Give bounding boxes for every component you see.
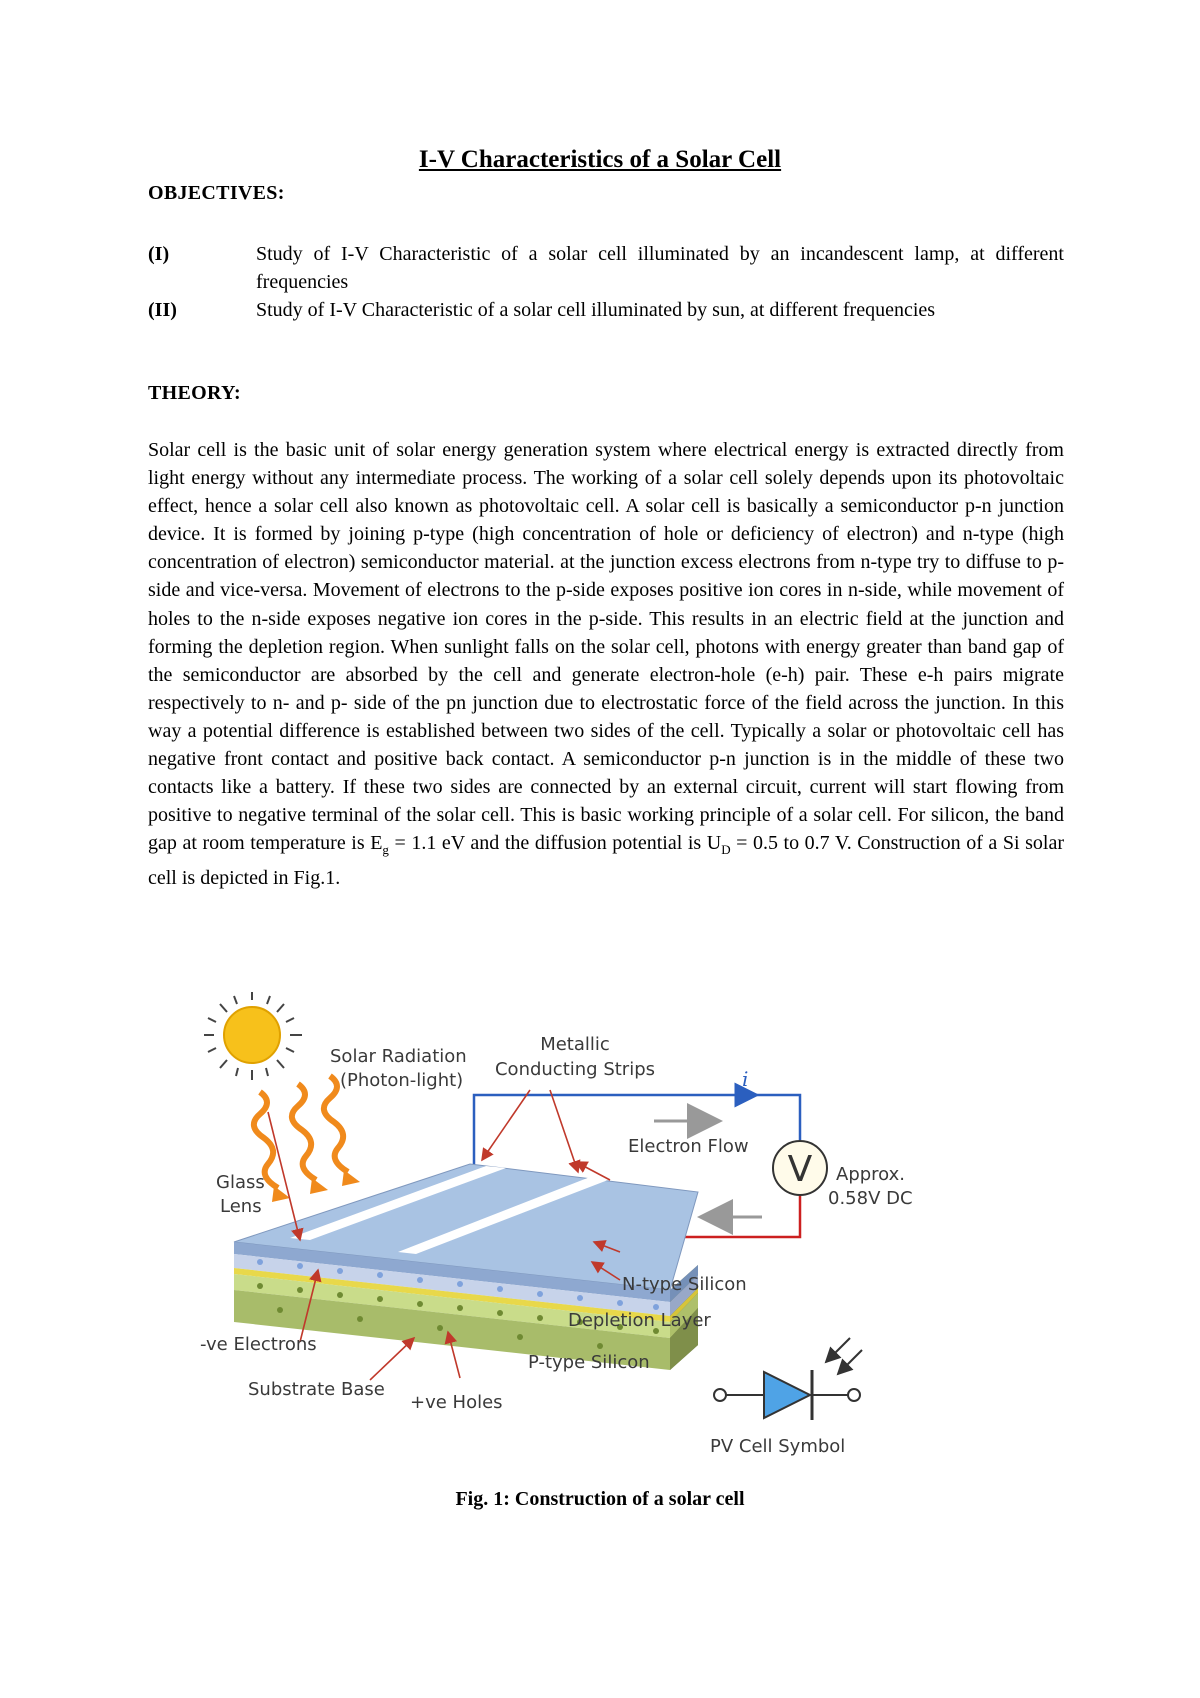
label-pv-symbol: PV Cell Symbol: [710, 1436, 846, 1457]
label-current: i: [742, 1067, 749, 1091]
label-photon-light: (Photon-light): [340, 1070, 464, 1091]
objective-text: Study of I-V Characteristic of a solar cell illuminated by sun, at different frequencies: [256, 299, 936, 321]
label-electron-flow: Electron Flow: [628, 1136, 749, 1157]
sun-icon: [204, 992, 302, 1080]
label-substrate: Substrate Base: [248, 1379, 385, 1400]
document-title: I-V Characteristics of a Solar Cell: [418, 146, 782, 173]
pv-cell-symbol-icon: [714, 1338, 862, 1420]
label-solar-radiation: Solar Radiation: [330, 1046, 467, 1067]
objective-text: Study of I-V Characteristic of a solar cell illuminated by an incandescent lamp, at different frequencies: [256, 243, 1064, 293]
label-depletion: Depletion Layer: [568, 1310, 711, 1331]
eg-subscript: g: [382, 842, 389, 858]
objectives-heading: OBJECTIVES:: [148, 182, 285, 204]
label-holes: +ve Holes: [410, 1392, 503, 1413]
label-electrons: -ve Electrons: [200, 1334, 317, 1355]
objective-number: (I): [148, 243, 170, 265]
ud-subscript: D: [721, 842, 731, 858]
figure-caption: Fig. 1: Construction of a solar cell: [455, 1488, 745, 1510]
label-metallic: Metallic: [540, 1034, 610, 1055]
voltmeter-icon: [773, 1141, 827, 1195]
theory-text: Solar cell is the basic unit of solar energy generation system where electrical energy is extracted directly from light energy without any intermediate process. The working of a solar cell solely depends upon its photovoltaic effect, hence a solar cell also known as photovoltaic cell. A solar cell is basically a semiconductor p-n junction device. It is formed by joining p-type (high concentration of hole or deficiency of electron) and n-type (high concentration of electron) semiconductor material. at the junction excess electrons from n-type try to diffuse to p-side and vice-versa. Movement of electrons to the p-side exposes positive ion cores in n-side, while movement of holes to the n-side exposes negative ion cores in the p-side. This results in an electric field at the junction and forming the depletion region. When sunlight falls on the solar cell, photons with energy greater than band gap of the semiconductor are absorbed by the cell and generate electron-hole (e-h) pair. These e-h pairs migrate respectively to n- and p- side of the pn junction due to electrostatic force of the field across the junction. In this way a potential difference is established between two sides of the cell. Typically a solar or photovoltaic cell has negative front contact and positive back contact. A semiconductor p-n junction is in the middle of these two contacts like a battery. If these two sides are connected by an external circuit, current will start flowing from positive to negative terminal of the solar cell. This is basic working principle of a solar cell. For silicon, the band gap at room temperature is E: [148, 439, 1064, 855]
voltmeter-label: V: [787, 1149, 813, 1190]
solar-rays-icon: [254, 1076, 348, 1188]
theory-text: = 1.1 eV and the diffusion potential is U: [388, 832, 722, 855]
label-voltage: 0.58V DC: [828, 1188, 913, 1209]
objective-number: (II): [148, 299, 177, 321]
label-lens: Lens: [220, 1196, 262, 1217]
label-n-type: N-type Silicon: [622, 1274, 747, 1295]
label-p-type: P-type Silicon: [528, 1352, 650, 1373]
theory-text: = 0.5 to 0.7 V. Construction of a Si solar cell is depicted in Fig.1.: [148, 832, 1064, 890]
theory-paragraph: [148, 436, 1064, 893]
wire-top: [474, 1095, 800, 1168]
theory-heading: THEORY:: [148, 382, 241, 404]
label-approx: Approx.: [836, 1164, 906, 1185]
label-glass: Glass: [216, 1172, 265, 1193]
solar-cell-diagram: [190, 990, 1030, 1480]
label-conducting-strips: Conducting Strips: [494, 1059, 656, 1080]
